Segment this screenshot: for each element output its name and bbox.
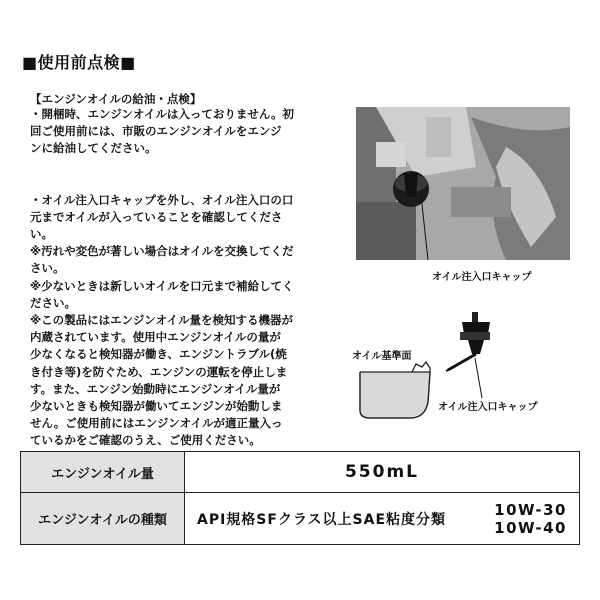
instruction-line: ・オイル注入口キャップを外し、オイル注入口の口 — [30, 192, 294, 207]
instruction-line: 少なくなると検知器が働き、エンジントラブル(焼 — [30, 347, 287, 362]
section-title: ■使用前点検■ — [22, 53, 136, 72]
instruction-line: ださい。 — [30, 295, 76, 310]
leader-line — [475, 358, 482, 398]
oil-spec-table — [20, 451, 580, 545]
viscosity-grade: 10W-30 — [494, 500, 567, 519]
instruction-line: ※この製品にはエンジンオイル量を検知する機器が — [30, 313, 294, 328]
oil-level-diagram — [350, 310, 575, 440]
oil-fill — [361, 372, 429, 417]
oil-type-label: エンジンオイルの種類 — [21, 493, 185, 545]
filler-neck — [412, 362, 430, 372]
oil-instructions — [30, 106, 330, 450]
oil-type-cell — [185, 493, 580, 545]
oil-type-value: API規格SFクラス以上SAE粘度分類 — [197, 511, 447, 528]
table-row — [21, 493, 580, 545]
oil-cap-label: オイル注入口キャップ — [438, 402, 538, 413]
engine-photo-drawing — [356, 107, 570, 260]
instruction-line: せん。ご使用前にはエンジンオイルが適正量入っ — [30, 416, 283, 431]
photo-caption: オイル注入口キャップ — [432, 272, 532, 283]
table-row — [21, 452, 580, 493]
oil-level-label: オイル基準面 — [352, 351, 412, 362]
instruction-line: き付き等)を防ぐため、エンジンの運転を停止しま — [30, 364, 288, 379]
viscosity-grades — [494, 501, 567, 537]
oil-cap-icon — [446, 312, 490, 371]
instruction-line: ンに給油してください。 — [30, 141, 157, 156]
viscosity-grade: 10W-40 — [494, 518, 567, 537]
oil-quantity-value: 550mL — [185, 452, 580, 493]
paragraph-gap — [30, 158, 330, 175]
instruction-line: ※汚れや変色が著しい場合はオイルを交換してくだ — [30, 244, 294, 259]
instruction-line: さい。 — [30, 261, 65, 276]
oil-quantity-label: エンジンオイル量 — [21, 452, 185, 493]
instruction-line: い。 — [30, 227, 53, 242]
instruction-line: 少ないときも検知器が働いてエンジンが始動しま — [30, 399, 283, 414]
instruction-line: 内蔵されています。使用中エンジンオイルの量が — [30, 330, 281, 345]
instruction-line: ているかをご確認のうえ、ご使用ください。 — [30, 433, 261, 448]
instruction-line: 元までオイルが入っていることを確認してくださ — [30, 209, 283, 224]
instruction-line: ※少ないときは新しいオイルを口元まで補給してく — [30, 278, 294, 293]
paragraph-gap — [30, 175, 330, 192]
instruction-line: す。また、エンジン始動時にエンジンオイル量が — [30, 381, 281, 396]
oil-section-subtitle: 【エンジンオイルの給油・点検】 — [30, 92, 202, 106]
engine-photo — [356, 107, 570, 260]
instruction-line: 回ご使用前には、市販のエンジンオイルをエンジ — [30, 124, 282, 139]
instruction-line: ・開梱時、エンジンオイルは入っておりません。初 — [30, 107, 295, 121]
